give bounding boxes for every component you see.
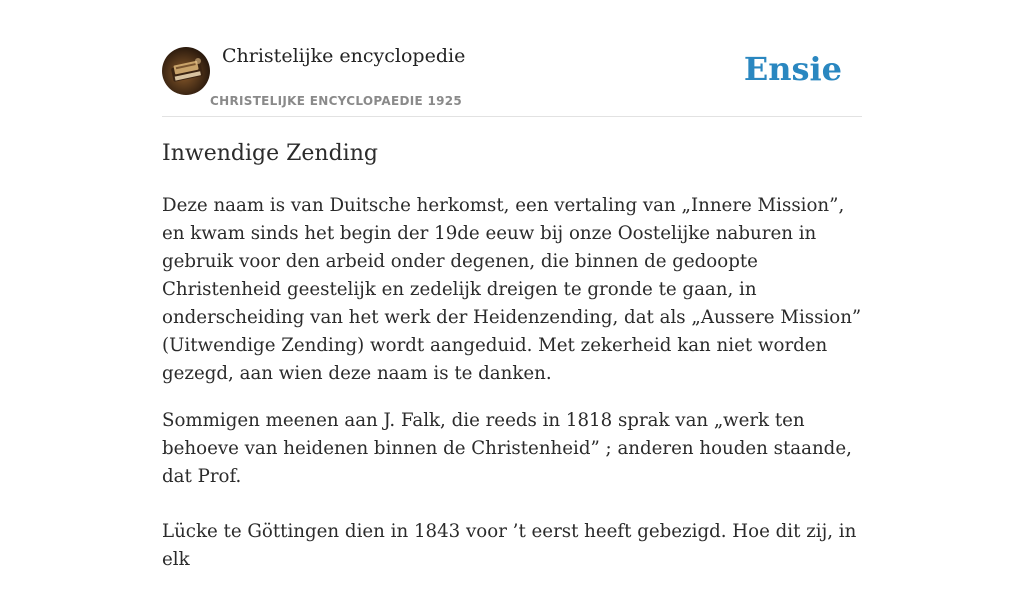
site-name[interactable]: Christelijke encyclopedie — [222, 45, 466, 67]
site-subtitle[interactable]: CHRISTELIJKE ENCYCLOPAEDIE 1925 — [210, 94, 463, 108]
site-avatar[interactable] — [162, 47, 210, 95]
article-paragraph: Lücke te Göttingen dien in 1843 voor ’t eerst heeft gebezigd. Hoe dit zij, in elk — [162, 521, 857, 570]
site-header — [162, 0, 862, 117]
article-title: Inwendige Zending — [162, 141, 378, 166]
article — [162, 138, 867, 593]
article-paragraph: Deze naam is van Duitsche herkomst, een vertaling van „Innere Mission”, en kwam sinds het begin der 19de eeuw bij onze Oostelijke naburen in gebruik voor den arbeid onder degenen, die binnen de gedoopte Christenheid geestelijk en zedelijk dreigen te gronde te gaan, in onderscheiding van het werk der Heidenzending, dat als „Aussere Mission” (Uitwendige Zending) wordt aangeduid. Met zekerheid kan niet worden gezegd, aan wien deze naam is te danken. — [162, 195, 862, 384]
brand-logo[interactable]: Ensie — [743, 50, 842, 88]
article-paragraph: Sommigen meenen aan J. Falk, die reeds in 1818 sprak van „werk ten behoeve van heidenen binnen de Christenheid” ; anderen houden staande, dat Prof. — [162, 410, 852, 487]
book-photo-icon — [162, 47, 210, 95]
